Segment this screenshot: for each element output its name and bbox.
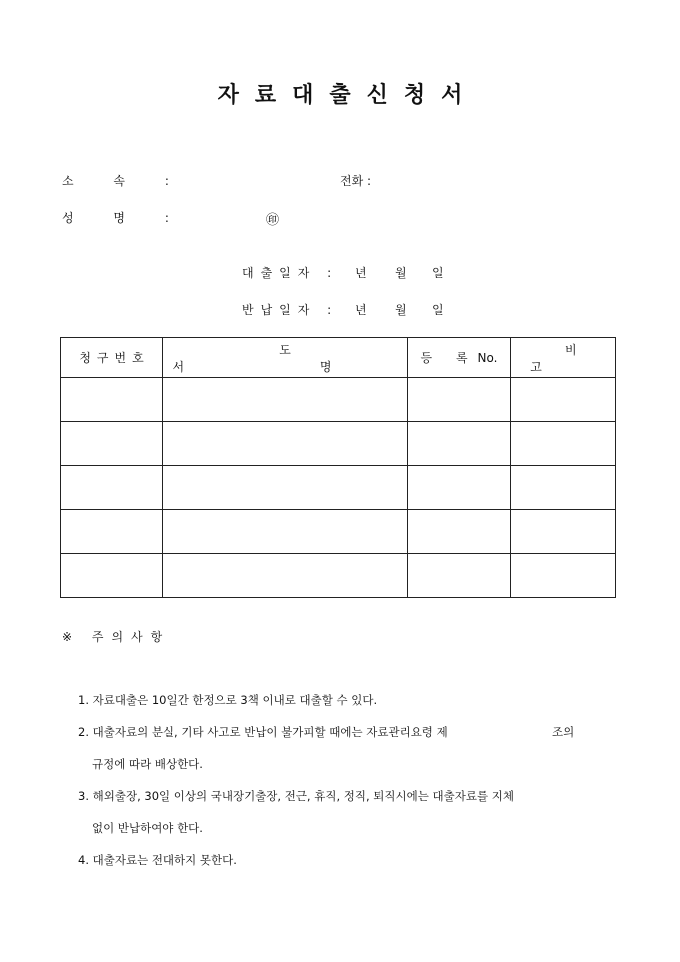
cell-book-title[interactable]	[163, 422, 408, 466]
notes-title: ※ 주의사항	[62, 630, 171, 644]
page-title: 자료대출신청서	[217, 82, 479, 108]
table-row	[61, 422, 616, 466]
loan-date-label: 대출일자 :	[242, 266, 339, 280]
cell-request-no[interactable]	[61, 378, 163, 422]
header-remarks: 비 고	[511, 338, 616, 378]
return-day-unit: 일	[432, 303, 444, 317]
cell-remarks[interactable]	[511, 422, 616, 466]
loan-day-unit: 일	[432, 266, 444, 280]
note-item-3: 3. 해외출장, 30일 이상의 국내장기출장, 전근, 휴직, 정직, 퇴직시에는 대출자료를 지체	[78, 789, 514, 803]
loan-month-unit: 월	[395, 266, 407, 280]
affiliation-label: 소 속 :	[62, 174, 187, 188]
cell-book-title[interactable]	[163, 554, 408, 598]
cell-remarks[interactable]	[511, 378, 616, 422]
seal-mark: ㊞	[266, 213, 280, 228]
table-row	[61, 554, 616, 598]
return-date-label: 반납일자 :	[242, 303, 339, 317]
cell-reg-no[interactable]	[408, 422, 511, 466]
header-request-no: 청구번호	[61, 338, 163, 378]
note-item-1: 1. 자료대출은 10일간 한정으로 3책 이내로 대출할 수 있다.	[78, 693, 378, 707]
cell-book-title[interactable]	[163, 466, 408, 510]
cell-request-no[interactable]	[61, 554, 163, 598]
table-row	[61, 466, 616, 510]
loan-year-unit: 년	[355, 266, 367, 280]
name-label: 성 명 :	[62, 211, 187, 225]
note-item-2-article: 조의	[552, 725, 575, 739]
request-table	[60, 337, 631, 598]
return-year-unit: 년	[355, 303, 367, 317]
phone-label: 전화 :	[340, 174, 372, 188]
header-reg-no: 등 록No.	[408, 338, 511, 378]
cell-request-no[interactable]	[61, 466, 163, 510]
header-book-title: 도 서 명	[163, 338, 408, 378]
cell-remarks[interactable]	[511, 510, 616, 554]
cell-request-no[interactable]	[61, 510, 163, 554]
table-row	[61, 510, 616, 554]
cell-book-title[interactable]	[163, 510, 408, 554]
cell-reg-no[interactable]	[408, 554, 511, 598]
cell-reg-no[interactable]	[408, 466, 511, 510]
note-item-4: 4. 대출자료는 전대하지 못한다.	[78, 853, 237, 867]
cell-remarks[interactable]	[511, 466, 616, 510]
table-header-row	[61, 338, 616, 378]
cell-reg-no[interactable]	[408, 510, 511, 554]
note-item-2: 2. 대출자료의 분실, 기타 사고로 반납이 불가피할 때에는 자료관리요령 제	[78, 725, 448, 739]
note-item-2-cont: 규정에 따라 배상한다.	[92, 757, 203, 771]
cell-request-no[interactable]	[61, 422, 163, 466]
table-row	[61, 378, 616, 422]
cell-book-title[interactable]	[163, 378, 408, 422]
return-month-unit: 월	[395, 303, 407, 317]
cell-reg-no[interactable]	[408, 378, 511, 422]
cell-remarks[interactable]	[511, 554, 616, 598]
note-item-3-cont: 없이 반납하여야 한다.	[92, 821, 203, 835]
